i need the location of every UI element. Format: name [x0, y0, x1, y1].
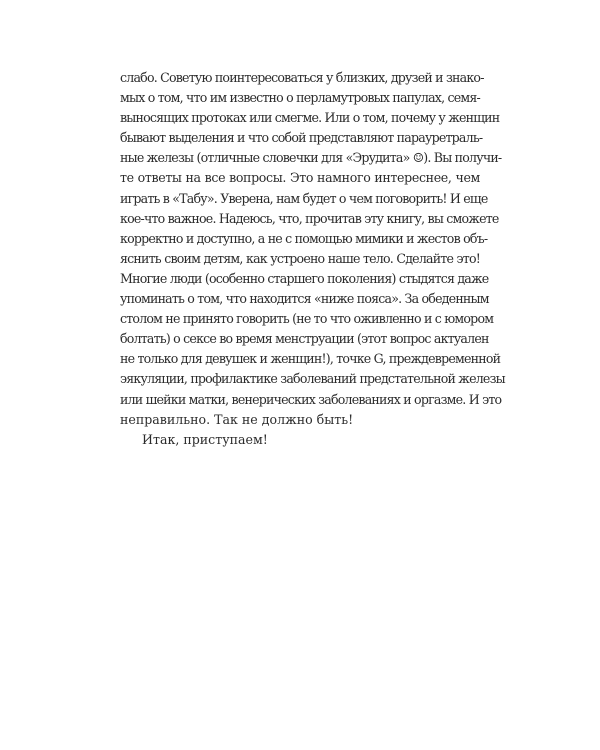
- text-line: выносящих протоках или смегме. Или о том, почему у женщин: [120, 110, 500, 126]
- text-line: не только для девушек и женщин!), точке G, преждевременной: [120, 351, 501, 367]
- text-line: эякуляции, профилактике заболеваний предстательной железы: [120, 371, 505, 387]
- text-line: слабо. Советую поинтересоваться у близких, друзей и знако-: [120, 70, 484, 85]
- text-line: корректно и доступно, а не с помощью мимики и жестов объ-: [120, 230, 488, 246]
- text-line: кое-что важное. Надеюсь, что, прочитав эту книгу, вы сможете: [120, 210, 499, 226]
- text-line: или шейки матки, венерических заболеваниях и оргазме. И это: [120, 391, 502, 407]
- closing-line: Итак, приступаем!: [142, 431, 268, 447]
- text-line: бывают выделения и что собой представляют парауретраль-: [120, 130, 483, 146]
- text-line: неправильно. Так не должно быть!: [120, 411, 354, 427]
- text-line: мых о том, что им известно о перламутровых папулах, семя-: [120, 90, 481, 106]
- body-text: [120, 68, 505, 450]
- text-line: столом не принято говорить (не то что оживленно и с юмором: [120, 311, 494, 327]
- text-line: яснить своим детям, как устроено наше тело. Сделайте это!: [120, 250, 480, 266]
- text-line: ные железы (отличные словечки для «Эрудита» ☺). Вы получи-: [120, 150, 502, 166]
- text-line: болтать) о сексе во время менструации (этот вопрос актуален: [120, 331, 489, 347]
- text-line: те ответы на все вопросы. Это намного интереснее, чем: [120, 170, 480, 186]
- text-line: упоминать о том, что находится «ниже пояса». За обеденным: [120, 291, 489, 307]
- text-line: играть в «Табу». Уверена, нам будет о чем поговорить! И еще: [120, 190, 488, 206]
- text-line: Многие люди (особенно старшего поколения) стыдятся даже: [120, 270, 489, 286]
